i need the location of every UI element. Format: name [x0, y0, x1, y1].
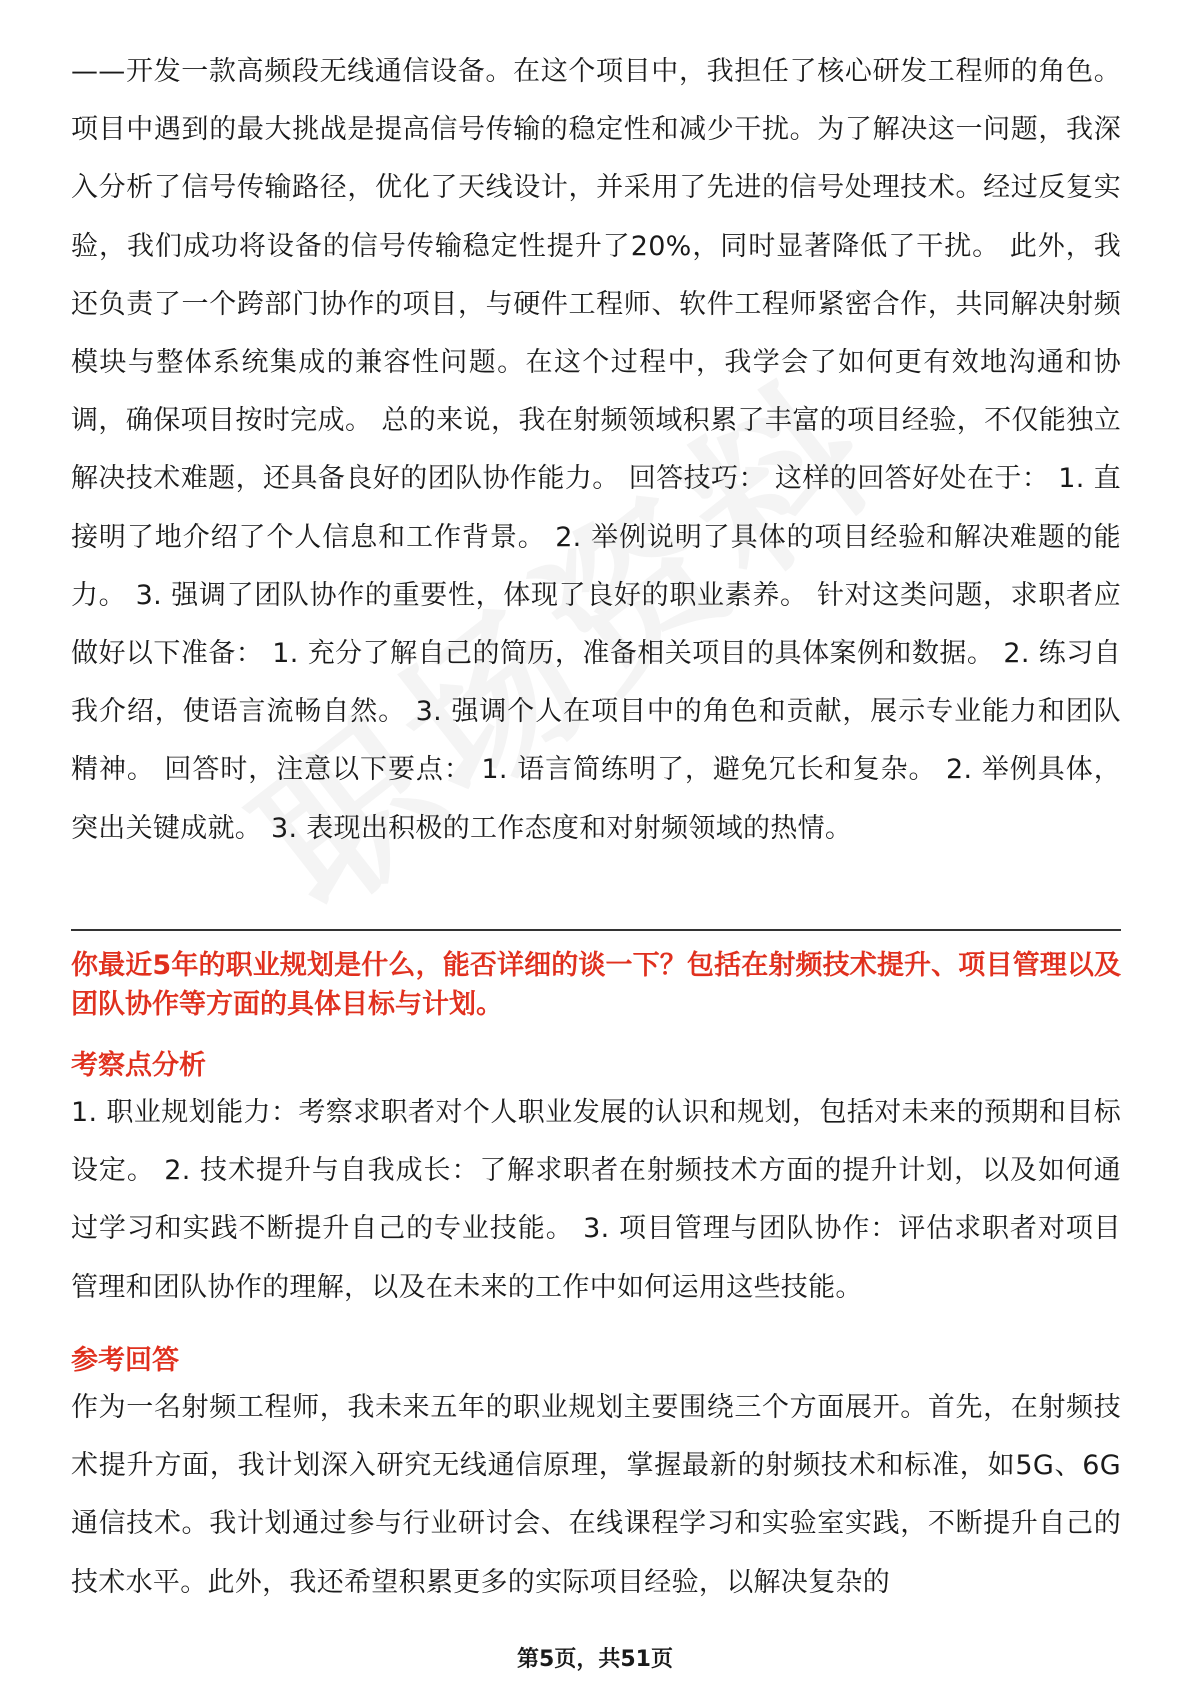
analysis-heading: 考察点分析 — [71, 1050, 206, 1081]
analysis-text: 1. 职业规划能力：考察求职者对个人职业发展的认识和规划，包括对未来的预期和目标设定。 2. 技术提升与自我成长：了解求职者在射频技术方面的提升计划，以及如何通过学习和实践不断提升自己的专业技能。 3. 项目管理与团队协作：评估求职者对项目管理和团队协作的理解，以及在未来的工作中如何运用这些技能。 — [71, 1097, 1121, 1303]
section-divider — [71, 929, 1121, 931]
page-number: 第5页，共51页 — [517, 1647, 673, 1672]
interview-question: 你最近5年的职业规划是什么，能否详细的谈一下？包括在射频技术提升、项目管理以及团队协作等方面的具体目标与计划。 — [71, 950, 1121, 1020]
reference-answer-heading: 参考回答 — [71, 1345, 179, 1376]
answer-continuation-text: ——开发一款高频段无线通信设备。在这个项目中，我担任了核心研发工程师的角色。项目中遇到的最大挑战是提高信号传输的稳定性和减少干扰。为了解决这一问题，我深入分析了信号传输路径，优化了天线设计，并采用了先进的信号处理技术。经过反复实验，我们成功将设备的信号传输稳定性提升了20%，同时显著降低了干扰。 此外，我还负责了一个跨部门协作的项目，与硬件工程师、软件工程师紧密合作，共同解决射频模块与整体系统集成的兼容性问题。在这个过程中，我学会了如何更有效地沟通和协调，确保项目按时完成。 总的来说，我在射频领域积累了丰富的项目经验，不仅能独立解决技术难题，还具备良好的团队协作能力。 回答技巧： 这样的回答好处在于： 1. 直接明了地介绍了个人信息和工作背景。 2. 举例说明了具体的项目经验和解决难题的能力。 3. 强调了团队协作的重要性，体现了良好的职业素养。 针对这类问题，求职者应做好以下准备： 1. 充分了解自己的简历，准备相关项目的具体案例和数据。 2. 练习自我介绍，使语言流畅自然。 3. 强调个人在项目中的角色和贡献，展示专业能力和团队精神。 回答时，注意以下要点： 1. 语言简练明了，避免冗长和复杂。 2. 举例具体，突出关键成就。 3. 表现出积极的工作态度和对射频领域的热情。 — [71, 56, 1121, 844]
reference-answer-text: 作为一名射频工程师，我未来五年的职业规划主要围绕三个方面展开。首先，在射频技术提升方面，我计划深入研究无线通信原理，掌握最新的射频技术和标准，如5G、6G通信技术。我计划通过参与行业研讨会、在线课程学习和实验室实践，不断提升自己的技术水平。此外，我还希望积累更多的实际项目经验，以解决复杂的 — [71, 1392, 1121, 1598]
